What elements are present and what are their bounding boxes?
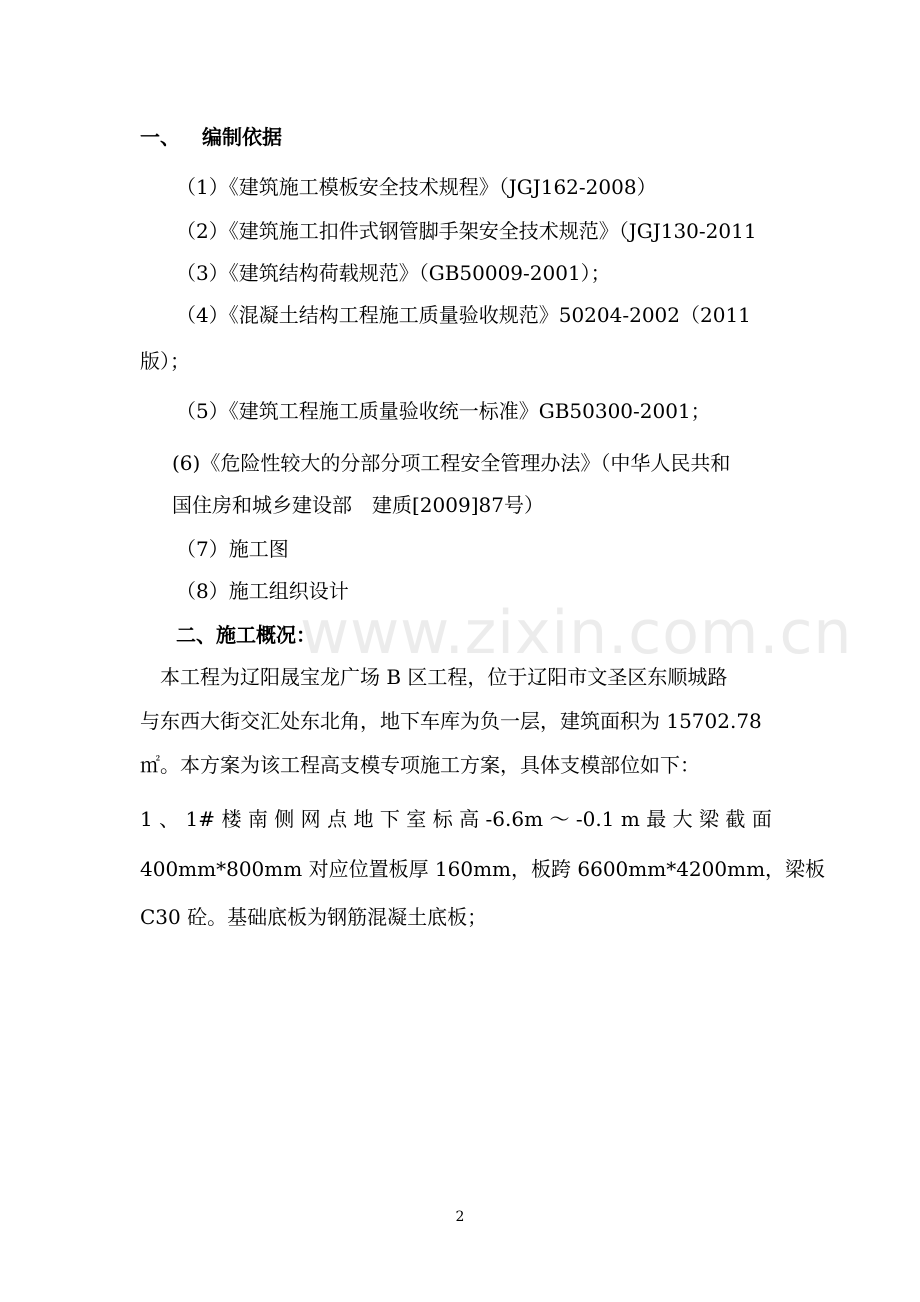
item-1-text: 点 xyxy=(327,807,348,831)
section-1-title: 编制依据 xyxy=(202,125,282,149)
reference-item: （7）施工图 xyxy=(176,537,289,561)
item-1-text: 南 xyxy=(247,807,268,831)
item-1-text: 最 xyxy=(646,807,667,831)
section-2-heading: 二、施工概况： xyxy=(176,623,316,647)
item-1-text: -6.6m xyxy=(485,807,544,831)
overview-line: ㎡。本方案为该工程高支模专项施工方案，具体支模部位如下： xyxy=(140,753,700,777)
item-1-text: 高 xyxy=(459,807,480,831)
item-1-text: 、 xyxy=(159,807,180,831)
reference-item: （5）《建筑工程施工质量验收统一标准》GB50300-2001； xyxy=(176,399,711,423)
item-1-text: m xyxy=(620,807,640,831)
item-1-text: 梁 xyxy=(699,807,720,831)
item-1-text: 1# xyxy=(185,807,216,831)
item-1-text: 大 xyxy=(672,807,693,831)
item-1-text: 侧 xyxy=(274,807,295,831)
item-1-text: 网 xyxy=(300,807,321,831)
reference-item: （1）《建筑施工模板安全技术规程》（JGJ162-2008） xyxy=(176,175,657,199)
item-1-text: 标 xyxy=(432,807,453,831)
item-1-text: ～ xyxy=(549,807,570,831)
item-1-line-1 xyxy=(140,806,772,832)
section-1-heading xyxy=(140,124,282,150)
page-number: 2 xyxy=(455,1209,465,1225)
item-1-text: 地 xyxy=(353,807,374,831)
reference-item-continuation: 版）； xyxy=(140,349,190,373)
item-1-text: -0.1 xyxy=(575,807,615,831)
section-1-number: 一、 xyxy=(140,125,180,149)
item-1-line-2: 400mm*800mm 对应位置板厚 160mm，板跨 6600mm*4200mm，梁板 xyxy=(140,857,826,881)
reference-item: (6)《危险性较大的分部分项工程安全管理办法》（中华人民共和 xyxy=(172,451,731,475)
item-1-text: 截 xyxy=(725,807,746,831)
item-1-text: 楼 xyxy=(221,807,242,831)
item-1-text: 下 xyxy=(379,807,400,831)
reference-item: （4）《混凝土结构工程施工质量验收规范》50204-2002（2011 xyxy=(176,303,751,327)
overview-line: 与东西大街交汇处东北角，地下车库为负一层，建筑面积为 15702.78 xyxy=(140,709,762,733)
overview-line: 本工程为辽阳晟宝龙广场 B 区工程，位于辽阳市文圣区东顺城路 xyxy=(160,665,728,689)
item-1-text: 1 xyxy=(140,807,153,831)
reference-item: （2）《建筑施工扣件式钢管脚手架安全技术规范》（JGJ130-2011 xyxy=(176,219,757,243)
item-1-text: 面 xyxy=(751,807,772,831)
reference-item: （3）《建筑结构荷载规范》（GB50009-2001）； xyxy=(176,261,611,285)
reference-item: （8）施工组织设计 xyxy=(176,579,349,603)
item-1-text: 室 xyxy=(406,807,427,831)
watermark: www.zixin.com.cn xyxy=(300,598,853,668)
item-1-line-3: C30 砼。基础底板为钢筋混凝土底板； xyxy=(140,905,488,929)
reference-item-continuation: 国住房和城乡建设部 建质[2009]87号） xyxy=(172,493,544,517)
